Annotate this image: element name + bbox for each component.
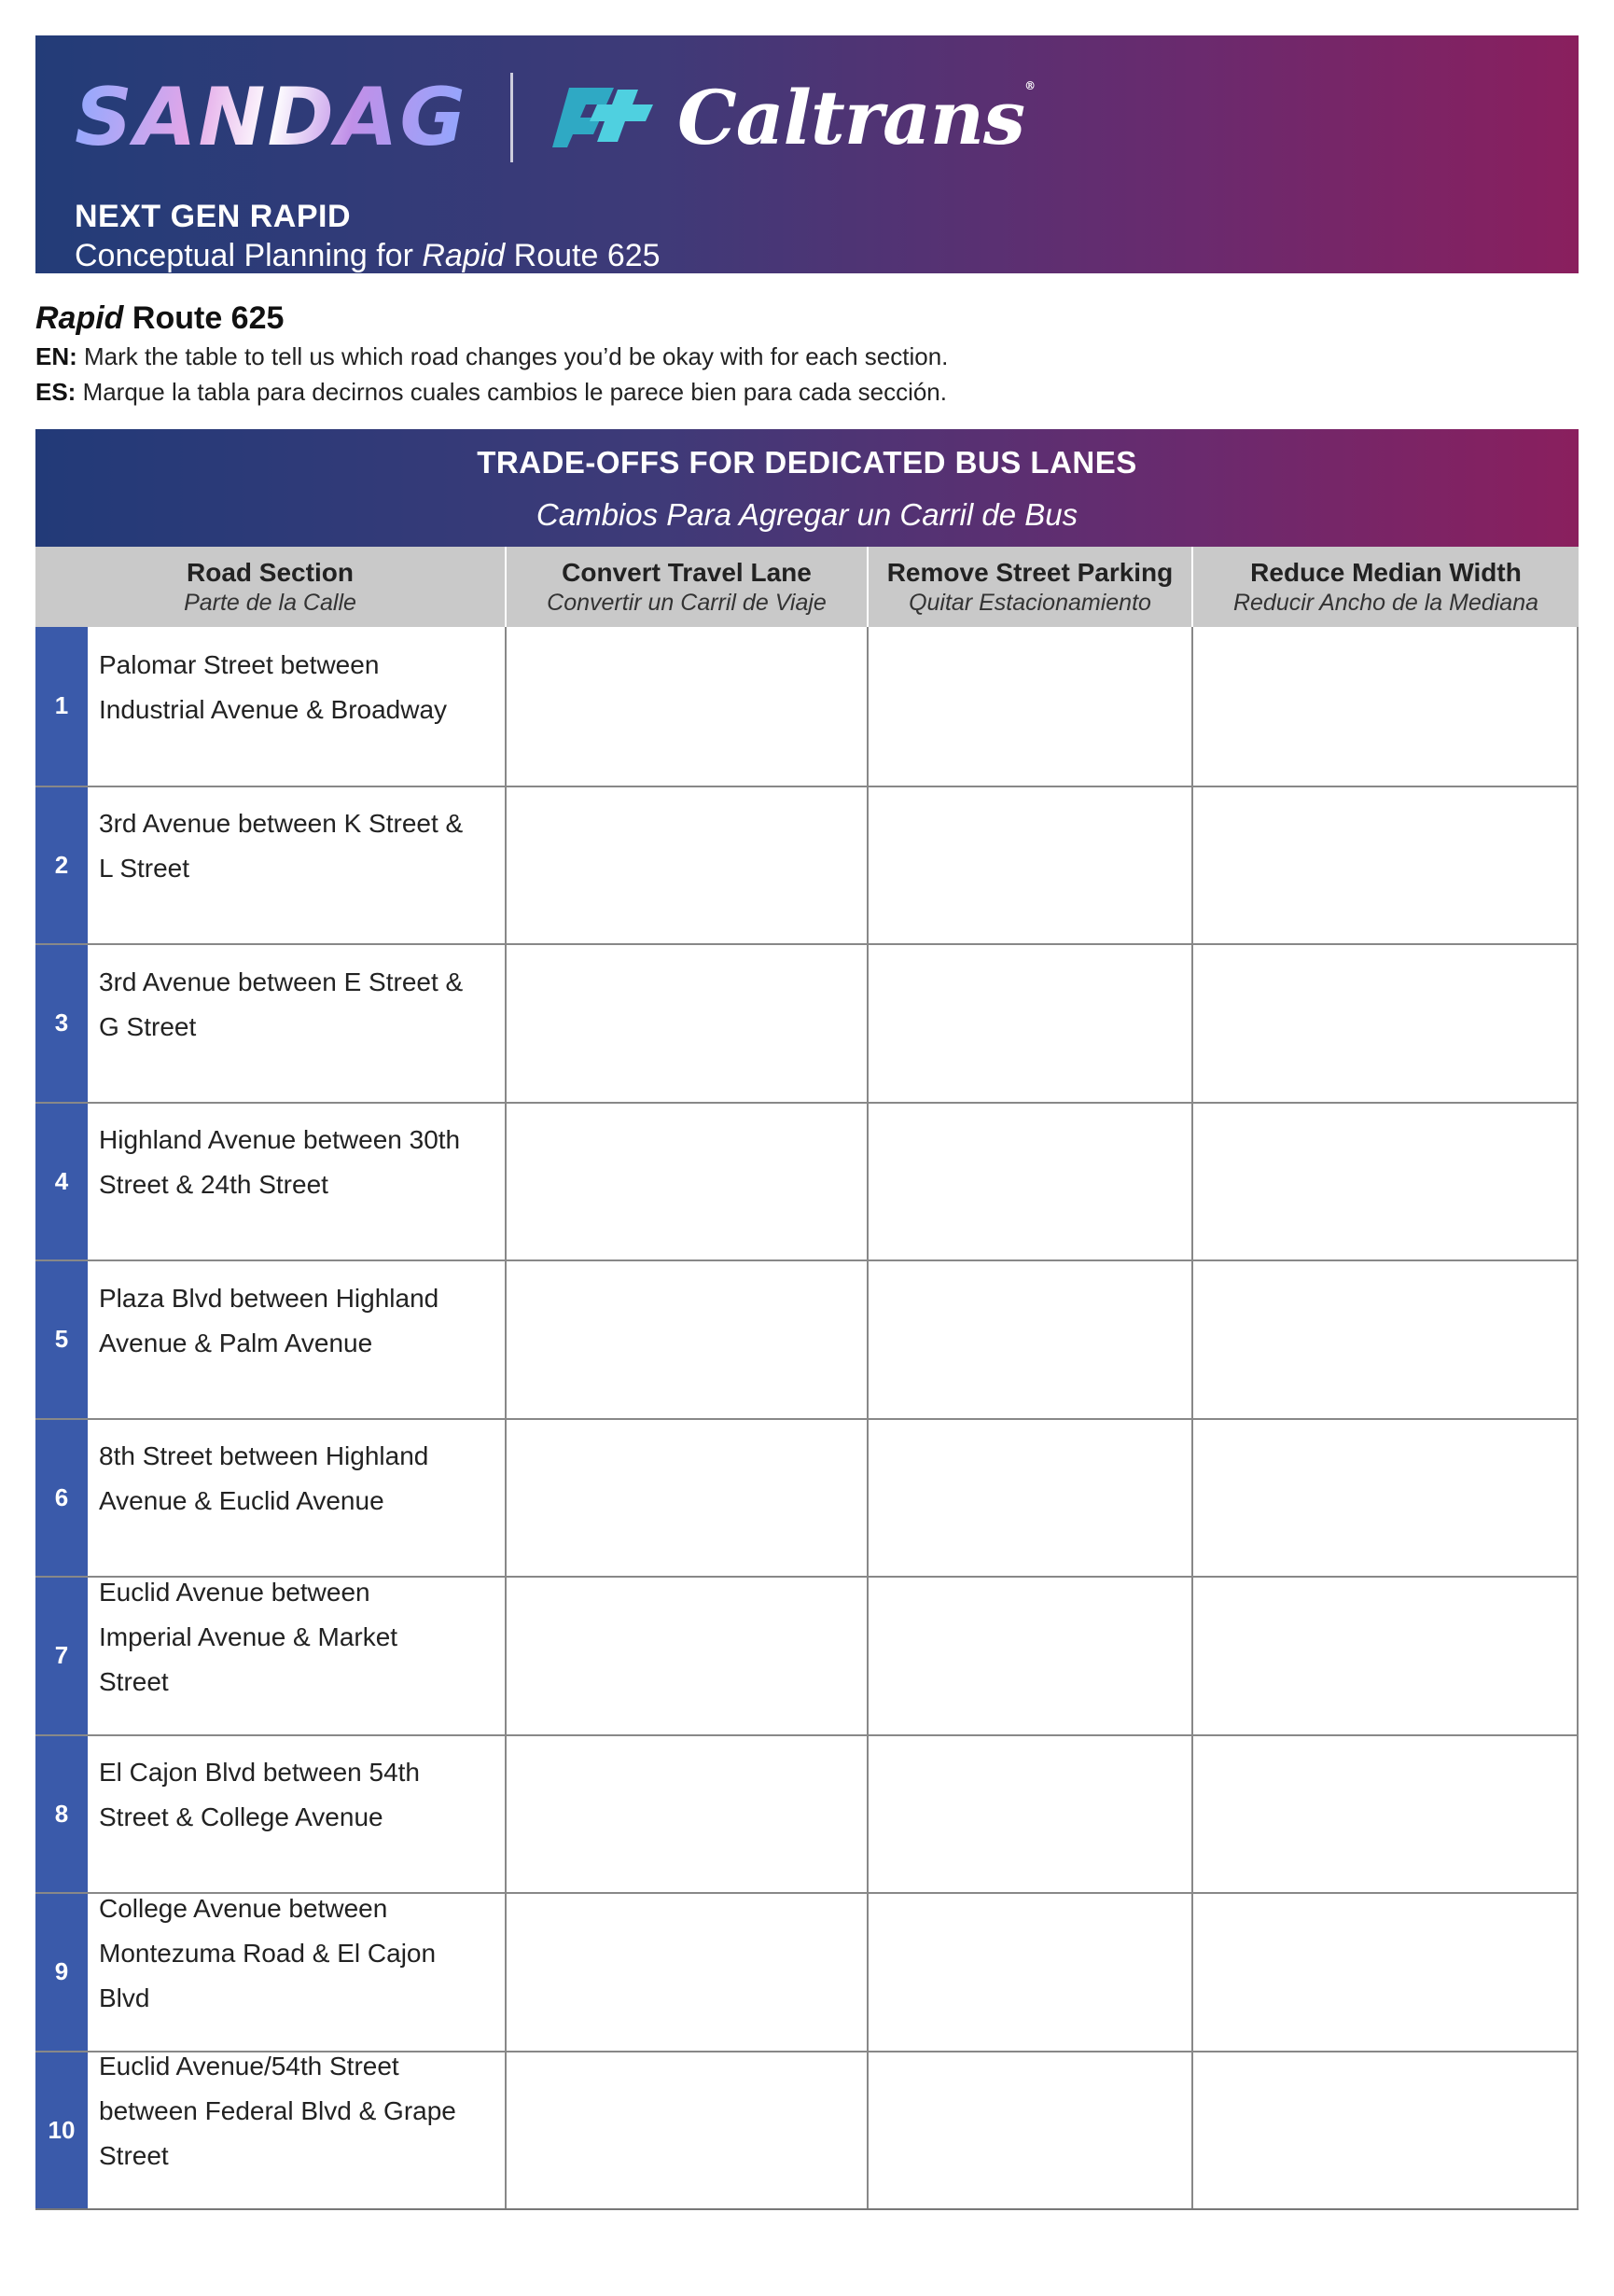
convert-travel-lane-cell[interactable] (507, 787, 869, 944)
convert-travel-lane-cell[interactable] (507, 627, 869, 786)
header-banner (35, 35, 1579, 273)
row-number: 5 (35, 1261, 88, 1418)
convert-travel-lane-cell[interactable] (507, 2052, 869, 2209)
column-header-remove-street-parking: Remove Street Parking Quitar Estacionamiento (869, 547, 1193, 627)
column-header-road-section: Road Section Parte de la Calle (35, 547, 507, 627)
road-section-name: Euclid Avenue between Imperial Avenue & Market Street (88, 1578, 507, 1734)
column-header-reduce-median-width: Reduce Median Width Reducir Ancho de la Mediana (1232, 557, 1539, 616)
road-section-name: Palomar Street between Industrial Avenue & Broadway (88, 627, 507, 786)
road-section-name: Highland Avenue between 30th Street & 24th Street (88, 1104, 507, 1260)
caltrans-logo: Caltrans® (677, 74, 1036, 161)
convert-travel-lane-cell[interactable] (507, 1736, 869, 1893)
table-row (35, 1892, 1579, 2051)
row-number: 1 (35, 627, 88, 786)
road-section-name: Euclid Avenue/54th Street between Federal Blvd & Grape Street (88, 2052, 507, 2209)
route-heading: Rapid Route 625 (35, 300, 285, 336)
convert-travel-lane-cell[interactable] (507, 1261, 869, 1418)
remove-street-parking-cell[interactable] (869, 787, 1193, 944)
column-header-convert-travel-lane: Convert Travel Lane Convertir un Carril de Viaje (507, 547, 869, 627)
convert-travel-lane-cell[interactable] (507, 1578, 869, 1734)
reduce-median-width-cell[interactable] (1193, 627, 1579, 786)
reduce-median-width-cell[interactable] (1193, 1420, 1579, 1577)
table-title (35, 429, 1579, 547)
table-title-en: TRADE-OFFS FOR DEDICATED BUS LANES (477, 445, 1137, 480)
road-section-name: College Avenue between Montezuma Road & El Cajon Blvd (88, 1894, 507, 2051)
road-section-name: 3rd Avenue between K Street & L Street (88, 787, 507, 944)
row-number: 4 (35, 1104, 88, 1260)
table-title-es: Cambios Para Agregar un Carril de Bus (536, 497, 1078, 532)
reduce-median-width-cell[interactable] (1193, 1894, 1579, 2051)
row-number: 10 (35, 2052, 88, 2209)
row-number: 6 (35, 1420, 88, 1577)
table-row (35, 627, 1579, 786)
reduce-median-width-cell[interactable] (1193, 1104, 1579, 1260)
table-row (35, 943, 1579, 1102)
sandag-logo: SANDAG (75, 71, 468, 164)
remove-street-parking-cell[interactable] (869, 1894, 1193, 2051)
remove-street-parking-cell[interactable] (869, 1578, 1193, 1734)
table-row (35, 2051, 1579, 2209)
column-headers (35, 547, 1579, 627)
remove-street-parking-cell[interactable] (869, 1261, 1193, 1418)
program-title: NEXT GEN RAPID (75, 199, 352, 234)
table-row (35, 1102, 1579, 1260)
table-row (35, 1576, 1579, 1734)
reduce-median-width-cell[interactable] (1193, 787, 1579, 944)
remove-street-parking-cell[interactable] (869, 2052, 1193, 2209)
logo-divider (510, 73, 513, 162)
remove-street-parking-cell[interactable] (869, 945, 1193, 1102)
table-row (35, 786, 1579, 944)
row-number: 2 (35, 787, 88, 944)
table-row (35, 1259, 1579, 1418)
convert-travel-lane-cell[interactable] (507, 1420, 869, 1577)
logo-row (75, 71, 1035, 164)
convert-travel-lane-cell[interactable] (507, 1104, 869, 1260)
reduce-median-width-cell[interactable] (1193, 1736, 1579, 1893)
instruction-es: ES: Marque la tabla para decirnos cuales cambios le parece bien para cada sección. (35, 378, 947, 406)
convert-travel-lane-cell[interactable] (507, 945, 869, 1102)
road-section-name: 8th Street between Highland Avenue & Euclid Avenue (88, 1420, 507, 1577)
road-section-name: 3rd Avenue between E Street & G Street (88, 945, 507, 1102)
row-number: 3 (35, 945, 88, 1102)
reduce-median-width-cell[interactable] (1193, 945, 1579, 1102)
tradeoffs-table (35, 429, 1579, 2210)
road-section-name: El Cajon Blvd between 54th Street & College Avenue (88, 1736, 507, 1893)
row-number: 8 (35, 1736, 88, 1893)
reduce-median-width-cell[interactable] (1193, 2052, 1579, 2209)
road-section-name: Plaza Blvd between Highland Avenue & Palm Avenue (88, 1261, 507, 1418)
table-row (35, 1418, 1579, 1577)
row-number: 9 (35, 1894, 88, 2051)
remove-street-parking-cell[interactable] (869, 627, 1193, 786)
instruction-en: EN: Mark the table to tell us which road changes you’d be okay with for each section. (35, 342, 949, 370)
banner-subtitle: Conceptual Planning for Rapid Route 625 (75, 238, 661, 273)
remove-street-parking-cell[interactable] (869, 1420, 1193, 1577)
caltrans-mark-icon (552, 80, 664, 155)
convert-travel-lane-cell[interactable] (507, 1894, 869, 2051)
remove-street-parking-cell[interactable] (869, 1104, 1193, 1260)
table-rows (35, 627, 1579, 2210)
reduce-median-width-cell[interactable] (1193, 1578, 1579, 1734)
row-number: 7 (35, 1578, 88, 1734)
reduce-median-width-cell[interactable] (1193, 1261, 1579, 1418)
remove-street-parking-cell[interactable] (869, 1736, 1193, 1893)
table-row (35, 1734, 1579, 1893)
